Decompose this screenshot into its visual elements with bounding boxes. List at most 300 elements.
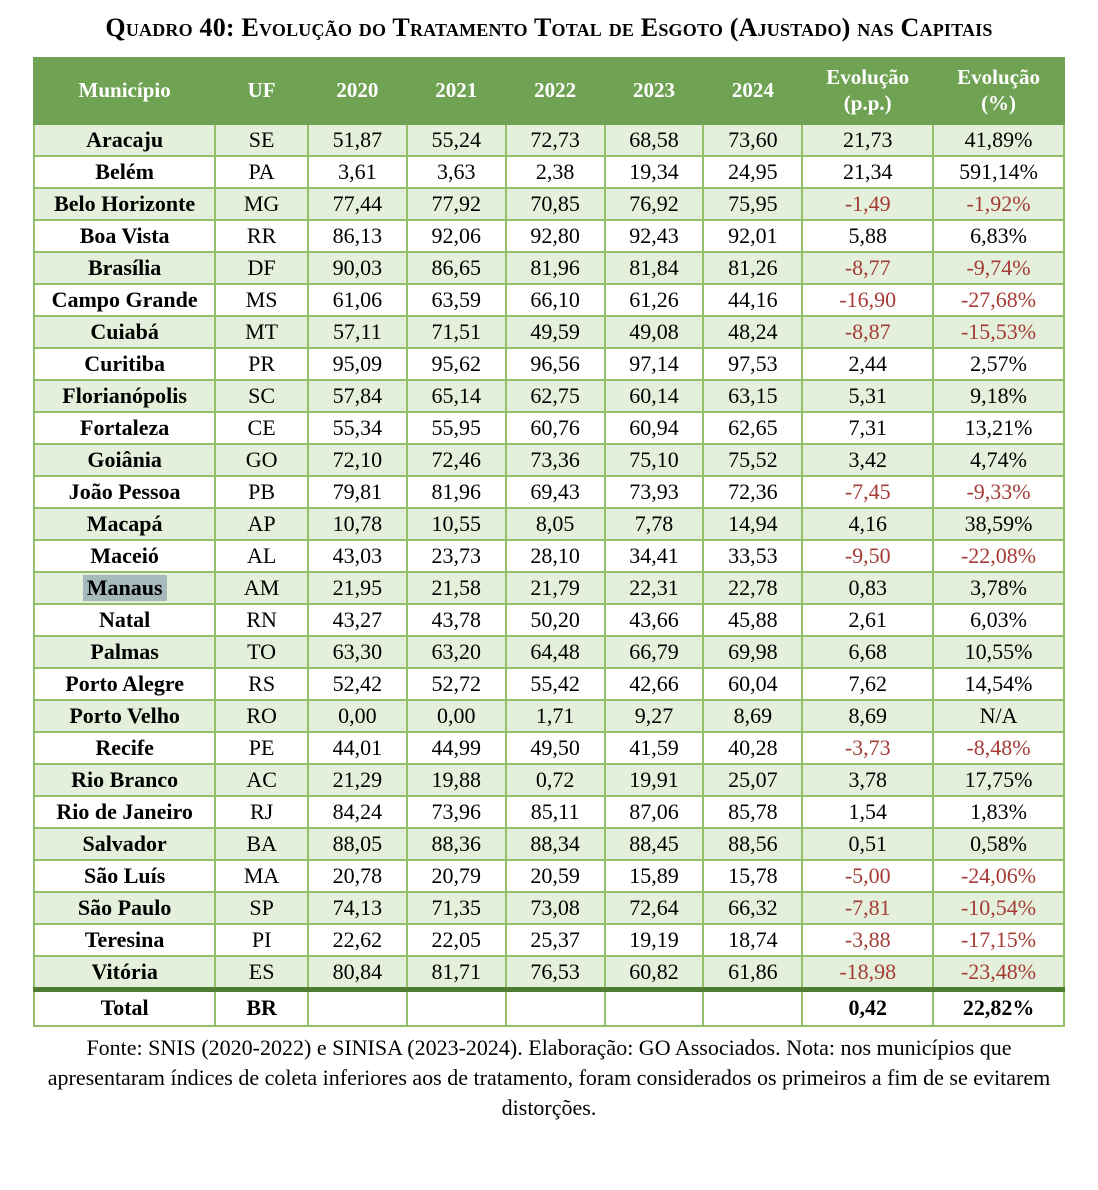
table-row — [34, 796, 1064, 828]
uf-cell: TO — [215, 636, 308, 668]
evolution-pp-cell: 0,51 — [802, 828, 933, 860]
municipality-cell — [34, 316, 215, 348]
uf-cell: AP — [215, 508, 308, 540]
table-header — [34, 58, 1064, 124]
year-2022-cell: 60,76 — [506, 412, 605, 444]
year-2023-cell: 75,10 — [605, 444, 704, 476]
year-2020-cell: 72,10 — [308, 444, 407, 476]
municipality-cell — [34, 572, 215, 604]
municipality-name: São Paulo — [77, 894, 172, 920]
evolution-pp-cell: 2,44 — [802, 348, 933, 380]
header-uf: UF — [215, 58, 308, 124]
uf-cell: GO — [215, 444, 308, 476]
evolution-pct-cell: 38,59% — [933, 508, 1064, 540]
table-row — [34, 892, 1064, 924]
evolution-pp-cell: -5,00 — [802, 860, 933, 892]
municipality-cell — [34, 124, 215, 156]
year-2023-cell: 41,59 — [605, 732, 704, 764]
total-empty-2022 — [506, 989, 605, 1026]
total-pct-cell: 22,82% — [933, 989, 1064, 1026]
table-body — [34, 124, 1064, 990]
year-2024-cell: 63,15 — [703, 380, 802, 412]
evolution-pct-cell: 9,18% — [933, 380, 1064, 412]
table-row — [34, 412, 1064, 444]
evolution-pct-cell: -24,06% — [933, 860, 1064, 892]
year-2020-cell: 84,24 — [308, 796, 407, 828]
evolution-pp-cell: 21,34 — [802, 156, 933, 188]
year-2021-cell: 55,95 — [407, 412, 506, 444]
year-2023-cell: 22,31 — [605, 572, 704, 604]
uf-cell: MS — [215, 284, 308, 316]
year-2023-cell: 68,58 — [605, 124, 704, 156]
evolution-pp-cell: -9,50 — [802, 540, 933, 572]
year-2021-cell: 72,46 — [407, 444, 506, 476]
year-2022-cell: 88,34 — [506, 828, 605, 860]
uf-cell: AL — [215, 540, 308, 572]
year-2023-cell: 60,82 — [605, 956, 704, 990]
total-empty-2024 — [703, 989, 802, 1026]
year-2021-cell: 10,55 — [407, 508, 506, 540]
year-2023-cell: 60,14 — [605, 380, 704, 412]
municipality-cell — [34, 860, 215, 892]
year-2020-cell: 20,78 — [308, 860, 407, 892]
table-row — [34, 540, 1064, 572]
evolution-pp-cell: 3,42 — [802, 444, 933, 476]
year-2023-cell: 61,26 — [605, 284, 704, 316]
year-2022-cell: 62,75 — [506, 380, 605, 412]
header-municipio: Município — [34, 58, 215, 124]
year-2022-cell: 85,11 — [506, 796, 605, 828]
year-2020-cell: 51,87 — [308, 124, 407, 156]
year-2024-cell: 97,53 — [703, 348, 802, 380]
header-evolucao-pp: Evolução (p.p.) — [802, 58, 933, 124]
municipality-cell — [34, 700, 215, 732]
table-row — [34, 636, 1064, 668]
year-2024-cell: 61,86 — [703, 956, 802, 990]
table-row — [34, 668, 1064, 700]
year-2021-cell: 23,73 — [407, 540, 506, 572]
year-2023-cell: 19,34 — [605, 156, 704, 188]
year-2020-cell: 55,34 — [308, 412, 407, 444]
evolution-pct-cell: 41,89% — [933, 124, 1064, 156]
table-title: Quadro 40: Evolução do Tratamento Total de Esgoto (Ajustado) nas Capitais — [105, 13, 993, 42]
year-2022-cell: 49,50 — [506, 732, 605, 764]
year-2024-cell: 75,52 — [703, 444, 802, 476]
uf-cell: RN — [215, 604, 308, 636]
year-2022-cell: 1,71 — [506, 700, 605, 732]
year-2022-cell: 49,59 — [506, 316, 605, 348]
evolution-pct-cell: -22,08% — [933, 540, 1064, 572]
municipality-cell — [34, 892, 215, 924]
table-row — [34, 348, 1064, 380]
evolution-pp-cell: 2,61 — [802, 604, 933, 636]
year-2020-cell: 57,84 — [308, 380, 407, 412]
evolution-pct-cell: 6,03% — [933, 604, 1064, 636]
evolution-pp-cell: 3,78 — [802, 764, 933, 796]
evolution-pct-cell: -9,33% — [933, 476, 1064, 508]
year-2024-cell: 66,32 — [703, 892, 802, 924]
evolution-pct-cell: 4,74% — [933, 444, 1064, 476]
year-2023-cell: 9,27 — [605, 700, 704, 732]
municipality-name: Teresina — [84, 926, 165, 952]
table-row — [34, 124, 1064, 156]
year-2021-cell: 77,92 — [407, 188, 506, 220]
year-2023-cell: 92,43 — [605, 220, 704, 252]
year-2024-cell: 72,36 — [703, 476, 802, 508]
table-row — [34, 700, 1064, 732]
municipality-cell — [34, 796, 215, 828]
uf-cell: SE — [215, 124, 308, 156]
uf-cell: RJ — [215, 796, 308, 828]
year-2023-cell: 72,64 — [605, 892, 704, 924]
year-2020-cell: 57,11 — [308, 316, 407, 348]
table-row — [34, 252, 1064, 284]
evolution-pp-cell: 21,73 — [802, 124, 933, 156]
year-2020-cell: 22,62 — [308, 924, 407, 956]
evolution-pp-cell: -7,81 — [802, 892, 933, 924]
evolution-pct-cell: -15,53% — [933, 316, 1064, 348]
year-2020-cell: 21,29 — [308, 764, 407, 796]
uf-cell: SC — [215, 380, 308, 412]
year-2020-cell: 86,13 — [308, 220, 407, 252]
year-2021-cell: 71,51 — [407, 316, 506, 348]
table-row — [34, 860, 1064, 892]
table-row — [34, 220, 1064, 252]
evolution-pp-cell: -18,98 — [802, 956, 933, 990]
year-2021-cell: 71,35 — [407, 892, 506, 924]
year-2021-cell: 63,59 — [407, 284, 506, 316]
year-2020-cell: 43,03 — [308, 540, 407, 572]
uf-cell: ES — [215, 956, 308, 990]
year-2024-cell: 73,60 — [703, 124, 802, 156]
municipality-name: Campo Grande — [51, 286, 198, 312]
total-empty-2023 — [605, 989, 704, 1026]
evolution-pp-cell: 1,54 — [802, 796, 933, 828]
evolution-pct-cell: 1,83% — [933, 796, 1064, 828]
uf-cell: CE — [215, 412, 308, 444]
evolution-pp-cell: 6,68 — [802, 636, 933, 668]
year-2024-cell: 92,01 — [703, 220, 802, 252]
municipality-cell — [34, 668, 215, 700]
year-2021-cell: 52,72 — [407, 668, 506, 700]
municipality-cell — [34, 636, 215, 668]
municipality-name: Porto Velho — [69, 702, 180, 728]
total-row — [34, 989, 1064, 1026]
table-row — [34, 284, 1064, 316]
table-row — [34, 604, 1064, 636]
evolution-pct-cell: -23,48% — [933, 956, 1064, 990]
municipality-cell — [34, 476, 215, 508]
year-2021-cell: 43,78 — [407, 604, 506, 636]
year-2020-cell: 90,03 — [308, 252, 407, 284]
year-2021-cell: 63,20 — [407, 636, 506, 668]
capitals-table — [33, 57, 1065, 1027]
year-2021-cell: 21,58 — [407, 572, 506, 604]
year-2021-cell: 19,88 — [407, 764, 506, 796]
year-2020-cell: 52,42 — [308, 668, 407, 700]
year-2020-cell: 61,06 — [308, 284, 407, 316]
evolution-pct-cell: -8,48% — [933, 732, 1064, 764]
year-2021-cell: 92,06 — [407, 220, 506, 252]
year-2023-cell: 66,79 — [605, 636, 704, 668]
year-2023-cell: 97,14 — [605, 348, 704, 380]
year-2020-cell: 43,27 — [308, 604, 407, 636]
evolution-pp-cell: -3,73 — [802, 732, 933, 764]
municipality-name: Fortaleza — [80, 414, 170, 440]
year-2023-cell: 81,84 — [605, 252, 704, 284]
evolution-pp-cell: 8,69 — [802, 700, 933, 732]
municipality-cell — [34, 380, 215, 412]
uf-cell: RO — [215, 700, 308, 732]
table-row — [34, 924, 1064, 956]
municipality-cell — [34, 348, 215, 380]
year-2024-cell: 8,69 — [703, 700, 802, 732]
municipality-name: Manaus — [83, 575, 167, 601]
uf-cell: AM — [215, 572, 308, 604]
header-2021: 2021 — [407, 58, 506, 124]
year-2022-cell: 20,59 — [506, 860, 605, 892]
year-2023-cell: 19,91 — [605, 764, 704, 796]
year-2020-cell: 10,78 — [308, 508, 407, 540]
year-2022-cell: 70,85 — [506, 188, 605, 220]
uf-cell: PA — [215, 156, 308, 188]
year-2022-cell: 66,10 — [506, 284, 605, 316]
year-2021-cell: 3,63 — [407, 156, 506, 188]
total-label-cell: Total — [34, 989, 215, 1026]
year-2024-cell: 22,78 — [703, 572, 802, 604]
year-2021-cell: 86,65 — [407, 252, 506, 284]
header-row — [34, 58, 1064, 124]
municipality-name: Vitória — [91, 958, 158, 984]
year-2024-cell: 24,95 — [703, 156, 802, 188]
uf-cell: SP — [215, 892, 308, 924]
evolution-pct-cell: 13,21% — [933, 412, 1064, 444]
year-2020-cell: 79,81 — [308, 476, 407, 508]
year-2022-cell: 64,48 — [506, 636, 605, 668]
table-row — [34, 188, 1064, 220]
year-2023-cell: 7,78 — [605, 508, 704, 540]
evolution-pct-cell: 6,83% — [933, 220, 1064, 252]
evolution-pp-cell: 5,31 — [802, 380, 933, 412]
year-2024-cell: 40,28 — [703, 732, 802, 764]
year-2020-cell: 74,13 — [308, 892, 407, 924]
total-empty-2020 — [308, 989, 407, 1026]
year-2024-cell: 48,24 — [703, 316, 802, 348]
municipality-name: Rio de Janeiro — [56, 798, 193, 824]
table-total — [34, 989, 1064, 1026]
year-2022-cell: 0,72 — [506, 764, 605, 796]
evolution-pp-cell: -1,49 — [802, 188, 933, 220]
year-2020-cell: 63,30 — [308, 636, 407, 668]
header-evolucao-pct: Evolução (%) — [933, 58, 1064, 124]
municipality-name: Belo Horizonte — [54, 190, 196, 216]
header-2020: 2020 — [308, 58, 407, 124]
year-2022-cell: 81,96 — [506, 252, 605, 284]
evolution-pct-cell: -1,92% — [933, 188, 1064, 220]
evolution-pct-cell: 10,55% — [933, 636, 1064, 668]
year-2024-cell: 14,94 — [703, 508, 802, 540]
table-row — [34, 380, 1064, 412]
municipality-cell — [34, 956, 215, 990]
year-2022-cell: 28,10 — [506, 540, 605, 572]
municipality-cell — [34, 764, 215, 796]
year-2024-cell: 62,65 — [703, 412, 802, 444]
year-2020-cell: 21,95 — [308, 572, 407, 604]
year-2021-cell: 0,00 — [407, 700, 506, 732]
year-2023-cell: 15,89 — [605, 860, 704, 892]
year-2024-cell: 60,04 — [703, 668, 802, 700]
total-pp-cell: 0,42 — [802, 989, 933, 1026]
year-2022-cell: 25,37 — [506, 924, 605, 956]
year-2022-cell: 8,05 — [506, 508, 605, 540]
year-2021-cell: 88,36 — [407, 828, 506, 860]
year-2021-cell: 55,24 — [407, 124, 506, 156]
municipality-cell — [34, 924, 215, 956]
year-2023-cell: 19,19 — [605, 924, 704, 956]
year-2023-cell: 34,41 — [605, 540, 704, 572]
municipality-cell — [34, 444, 215, 476]
year-2021-cell: 81,96 — [407, 476, 506, 508]
municipality-name: Rio Branco — [71, 766, 179, 792]
year-2024-cell: 69,98 — [703, 636, 802, 668]
municipality-cell — [34, 284, 215, 316]
year-2021-cell: 95,62 — [407, 348, 506, 380]
header-2022: 2022 — [506, 58, 605, 124]
total-empty-2021 — [407, 989, 506, 1026]
total-uf-cell: BR — [215, 989, 308, 1026]
year-2021-cell: 44,99 — [407, 732, 506, 764]
year-2023-cell: 60,94 — [605, 412, 704, 444]
uf-cell: RS — [215, 668, 308, 700]
uf-cell: PB — [215, 476, 308, 508]
municipality-name: Boa Vista — [79, 222, 170, 248]
municipality-name: João Pessoa — [68, 478, 181, 504]
year-2022-cell: 72,73 — [506, 124, 605, 156]
uf-cell: MG — [215, 188, 308, 220]
year-2022-cell: 76,53 — [506, 956, 605, 990]
municipality-name: Aracaju — [86, 126, 164, 152]
year-2023-cell: 76,92 — [605, 188, 704, 220]
table-row — [34, 828, 1064, 860]
year-2024-cell: 85,78 — [703, 796, 802, 828]
year-2022-cell: 55,42 — [506, 668, 605, 700]
municipality-name: Maceió — [90, 542, 159, 568]
evolution-pp-cell: -3,88 — [802, 924, 933, 956]
municipality-name: Cuiabá — [90, 318, 159, 344]
evolution-pp-cell: -8,87 — [802, 316, 933, 348]
source-note: Fonte: SNIS (2020-2022) e SINISA (2023-2024). Elaboração: GO Associados. Nota: nos municípios que apresentaram índices de coleta inferiores aos de tratamento, foram considerados os primeiros a fim de se evitarem distorções. — [47, 1034, 1051, 1121]
uf-cell: MA — [215, 860, 308, 892]
evolution-pct-cell: 0,58% — [933, 828, 1064, 860]
year-2021-cell: 22,05 — [407, 924, 506, 956]
year-2022-cell: 50,20 — [506, 604, 605, 636]
evolution-pp-cell: 0,83 — [802, 572, 933, 604]
evolution-pct-cell: 2,57% — [933, 348, 1064, 380]
evolution-pct-cell: 14,54% — [933, 668, 1064, 700]
year-2020-cell: 3,61 — [308, 156, 407, 188]
municipality-name: São Luís — [83, 862, 166, 888]
year-2024-cell: 45,88 — [703, 604, 802, 636]
header-2023: 2023 — [605, 58, 704, 124]
table-row — [34, 316, 1064, 348]
table-row — [34, 444, 1064, 476]
municipality-cell — [34, 156, 215, 188]
uf-cell: PR — [215, 348, 308, 380]
year-2024-cell: 25,07 — [703, 764, 802, 796]
year-2022-cell: 73,08 — [506, 892, 605, 924]
table-row — [34, 956, 1064, 990]
year-2024-cell: 88,56 — [703, 828, 802, 860]
year-2022-cell: 96,56 — [506, 348, 605, 380]
evolution-pp-cell: 7,62 — [802, 668, 933, 700]
evolution-pct-cell: -17,15% — [933, 924, 1064, 956]
uf-cell: PI — [215, 924, 308, 956]
table-row — [34, 732, 1064, 764]
municipality-cell — [34, 252, 215, 284]
municipality-cell — [34, 220, 215, 252]
table-row — [34, 764, 1064, 796]
year-2024-cell: 75,95 — [703, 188, 802, 220]
municipality-cell — [34, 732, 215, 764]
year-2021-cell: 65,14 — [407, 380, 506, 412]
evolution-pp-cell: -7,45 — [802, 476, 933, 508]
evolution-pp-cell: -16,90 — [802, 284, 933, 316]
municipality-name: Palmas — [90, 638, 159, 664]
uf-cell: AC — [215, 764, 308, 796]
table-row — [34, 156, 1064, 188]
municipality-name: Curitiba — [84, 350, 165, 376]
municipality-name: Recife — [95, 734, 154, 760]
year-2022-cell: 21,79 — [506, 572, 605, 604]
evolution-pp-cell: 7,31 — [802, 412, 933, 444]
table-row — [34, 508, 1064, 540]
year-2021-cell: 73,96 — [407, 796, 506, 828]
evolution-pp-cell: 4,16 — [802, 508, 933, 540]
year-2023-cell: 73,93 — [605, 476, 704, 508]
year-2020-cell: 95,09 — [308, 348, 407, 380]
evolution-pct-cell: -9,74% — [933, 252, 1064, 284]
table-row — [34, 572, 1064, 604]
year-2022-cell: 2,38 — [506, 156, 605, 188]
evolution-pct-cell: 591,14% — [933, 156, 1064, 188]
year-2022-cell: 73,36 — [506, 444, 605, 476]
municipality-cell — [34, 188, 215, 220]
year-2024-cell: 15,78 — [703, 860, 802, 892]
year-2024-cell: 81,26 — [703, 252, 802, 284]
uf-cell: DF — [215, 252, 308, 284]
evolution-pct-cell: -27,68% — [933, 284, 1064, 316]
year-2020-cell: 80,84 — [308, 956, 407, 990]
uf-cell: PE — [215, 732, 308, 764]
municipality-name: Salvador — [82, 830, 167, 856]
table-row — [34, 476, 1064, 508]
header-2024: 2024 — [703, 58, 802, 124]
year-2023-cell: 87,06 — [605, 796, 704, 828]
municipality-cell — [34, 828, 215, 860]
municipality-name: Florianópolis — [62, 382, 187, 408]
year-2020-cell: 88,05 — [308, 828, 407, 860]
year-2021-cell: 20,79 — [407, 860, 506, 892]
year-2023-cell: 88,45 — [605, 828, 704, 860]
year-2022-cell: 69,43 — [506, 476, 605, 508]
year-2020-cell: 44,01 — [308, 732, 407, 764]
year-2021-cell: 81,71 — [407, 956, 506, 990]
municipality-cell — [34, 412, 215, 444]
municipality-name: Macapá — [86, 510, 163, 536]
municipality-cell — [34, 540, 215, 572]
evolution-pp-cell: 5,88 — [802, 220, 933, 252]
year-2020-cell: 0,00 — [308, 700, 407, 732]
